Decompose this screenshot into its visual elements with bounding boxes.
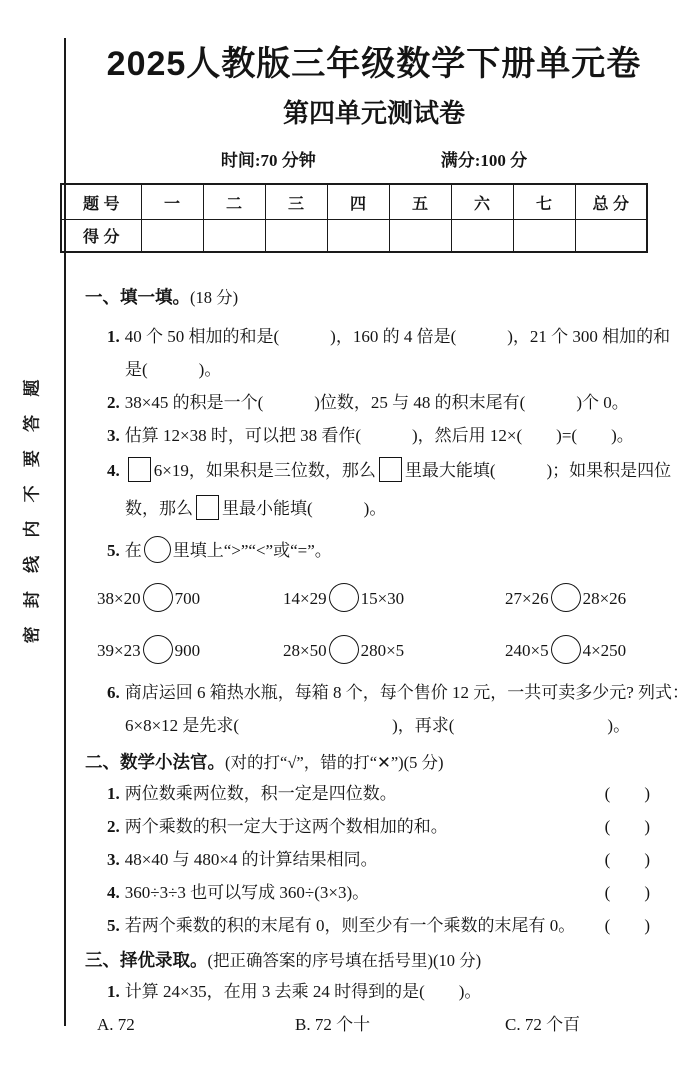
- question-text: 6×8×12 是先求( )，再求( )。: [125, 716, 631, 735]
- right-expression: 15×30: [360, 589, 405, 608]
- answer-parentheses: ( ): [604, 883, 650, 902]
- question-text: 6×19，如果积是三位数，那么: [153, 461, 376, 480]
- question-text: 里最大能填( )；如果积是四位: [404, 461, 672, 480]
- question-number: 1.: [107, 982, 120, 1001]
- question-1-6-cont: [60, 709, 688, 742]
- question-number: 2.: [107, 817, 120, 836]
- left-expression: 14×29: [283, 589, 327, 608]
- answer-parentheses: ( ): [604, 916, 650, 935]
- question-text: 计算 24×35，在用 3 去乘 24 时得到的是( )。: [124, 982, 482, 1001]
- left-expression: 27×26: [505, 589, 549, 608]
- comparison-circle-icon: [551, 635, 581, 664]
- question-number: 4.: [107, 883, 120, 902]
- left-expression: 28×50: [283, 641, 327, 660]
- statement-text: 两个乘数的积一定大于这两个数相加的和。: [124, 817, 448, 836]
- score-table-header-cell: 二: [203, 184, 265, 220]
- score-table-header-cell: 四: [327, 184, 389, 220]
- question-1-1-cont: [60, 353, 688, 386]
- score-cell: [451, 220, 513, 253]
- question-text: 是( )。: [125, 360, 222, 379]
- statement: [107, 909, 575, 942]
- score-table-header-cell: 一: [141, 184, 203, 220]
- comparison-circle-icon: [329, 583, 359, 612]
- true-false-item: [60, 843, 688, 876]
- score-cell: [389, 220, 451, 253]
- score-cell: [513, 220, 575, 253]
- comparison-item: [283, 580, 505, 618]
- comparison-item: [97, 580, 283, 618]
- section-3-heading: [60, 946, 688, 975]
- question-number: 5.: [107, 541, 120, 560]
- score-row-label: 得 分: [61, 220, 141, 253]
- section-2-title: 二、数学小法官。: [85, 752, 225, 772]
- blank-box-icon: [128, 457, 151, 482]
- comparison-row: [60, 580, 688, 618]
- score-table-header-row: [61, 184, 647, 220]
- comparison-circle-icon: [551, 583, 581, 612]
- statement: [107, 777, 397, 810]
- score-table-header-cell: 七: [513, 184, 575, 220]
- left-expression: 240×5: [505, 641, 549, 660]
- left-expression: 39×23: [97, 641, 141, 660]
- right-expression: 900: [174, 641, 201, 660]
- score-cell: [141, 220, 203, 253]
- section-3-title: 三、择优录取。: [85, 950, 208, 970]
- comparison-circle-icon: [143, 635, 173, 664]
- question-number: 5.: [107, 916, 120, 935]
- question-text: 数，那么: [125, 499, 193, 518]
- question-text: 里填上“>”“<”或“=”。: [172, 541, 332, 560]
- statement-text: 48×40 与 480×4 的计算结果相同。: [124, 850, 378, 869]
- question-text: 38×45 的积是一个( )位数，25 与 48 的积末尾有( )个 0。: [124, 393, 629, 412]
- question-number: 2.: [107, 393, 120, 412]
- answer-parentheses: ( ): [604, 784, 650, 803]
- comparison-item: [283, 632, 505, 670]
- statement-text: 两位数乘两位数，积一定是四位数。: [124, 784, 397, 803]
- answer-parentheses: ( ): [604, 850, 650, 869]
- question-1-2: [60, 386, 688, 419]
- right-expression: 700: [174, 589, 201, 608]
- section-1-heading: [60, 283, 688, 312]
- true-false-item: [60, 777, 688, 810]
- statement: [107, 843, 378, 876]
- score-cell: [575, 220, 647, 253]
- score-table-header-cell: 三: [265, 184, 327, 220]
- statement: [107, 810, 448, 843]
- score-cell: [203, 220, 265, 253]
- time-limit-label: 时间:70 分钟: [220, 151, 316, 170]
- question-1-1: [60, 320, 688, 353]
- comparison-item: [505, 632, 688, 670]
- question-text: 里最小能填( )。: [222, 499, 387, 518]
- seal-margin-text: 密 封 线 内 不 要 答 题: [22, 372, 42, 644]
- section-3-note: (把正确答案的序号填在括号里)(10 分): [207, 951, 482, 970]
- section-2-note: (对的打“√”，错的打“✕”)(5 分): [225, 753, 444, 772]
- true-false-item: [60, 909, 688, 942]
- page-title: 2025人教版三年级数学下册单元卷: [106, 45, 642, 83]
- option-b: B. 72 个十: [295, 1015, 371, 1034]
- comparison-item: [505, 580, 688, 618]
- right-expression: 4×250: [582, 641, 627, 660]
- options-row: [60, 1008, 688, 1041]
- question-1-3: [60, 419, 688, 452]
- question-number: 1.: [107, 327, 120, 346]
- question-text: 在: [124, 541, 142, 560]
- comparison-circle-icon: [329, 635, 359, 664]
- question-3-1: [60, 975, 688, 1008]
- option-a: A. 72: [97, 1015, 135, 1034]
- full-score-label: 满分:100 分: [440, 151, 528, 170]
- section-2-heading: [60, 748, 688, 777]
- comparison-item: [97, 632, 283, 670]
- score-table-header-cell: 五: [389, 184, 451, 220]
- unit-test-subtitle: 第四单元测试卷: [282, 98, 465, 128]
- score-cell: [265, 220, 327, 253]
- comparison-row: [60, 632, 688, 670]
- question-number: 6.: [107, 683, 120, 702]
- right-expression: 280×5: [360, 641, 405, 660]
- true-false-item: [60, 810, 688, 843]
- score-table-header-cell: 题 号: [61, 184, 141, 220]
- question-number: 4.: [107, 461, 120, 480]
- question-text: 40 个 50 相加的和是( )，160 的 4 倍是( )，21 个 300 相加的和: [124, 327, 671, 346]
- question-1-4: [60, 452, 688, 490]
- comparison-circle-icon: [143, 583, 173, 612]
- right-expression: 28×26: [582, 589, 627, 608]
- option-c: C. 72 个百: [505, 1015, 581, 1034]
- section-1-title: 一、填一填。: [85, 287, 190, 307]
- question-1-6: [60, 676, 688, 709]
- question-number: 3.: [107, 426, 120, 445]
- score-table-header-cell: 总 分: [575, 184, 647, 220]
- statement: [107, 876, 369, 909]
- blank-box-icon: [379, 457, 402, 482]
- question-text: 商店运回 6 箱热水瓶，每箱 8 个，每个售价 12 元，一共可卖多少元? 列式：: [124, 683, 690, 702]
- question-number: 3.: [107, 850, 120, 869]
- answer-parentheses: ( ): [604, 817, 650, 836]
- score-table-score-row: [61, 220, 647, 253]
- blank-box-icon: [196, 495, 219, 520]
- question-1-5: [60, 532, 688, 570]
- comparison-circle-icon: [144, 536, 171, 563]
- statement-text: 若两个乘数的积的末尾有 0，则至少有一个乘数的末尾有 0。: [124, 916, 576, 935]
- paper-content: [60, 0, 688, 1041]
- question-number: 1.: [107, 784, 120, 803]
- exam-info-row: [60, 146, 688, 171]
- score-table-header-cell: 六: [451, 184, 513, 220]
- section-1-points: (18 分): [190, 288, 239, 307]
- question-text: 估算 12×38 时，可以把 38 看作( )，然后用 12×( )=( )。: [124, 426, 634, 445]
- question-1-4-cont: [60, 490, 688, 528]
- true-false-item: [60, 876, 688, 909]
- score-table: [60, 183, 648, 253]
- statement-text: 360÷3÷3 也可以写成 360÷(3×3)。: [124, 883, 370, 902]
- left-expression: 38×20: [97, 589, 141, 608]
- score-cell: [327, 220, 389, 253]
